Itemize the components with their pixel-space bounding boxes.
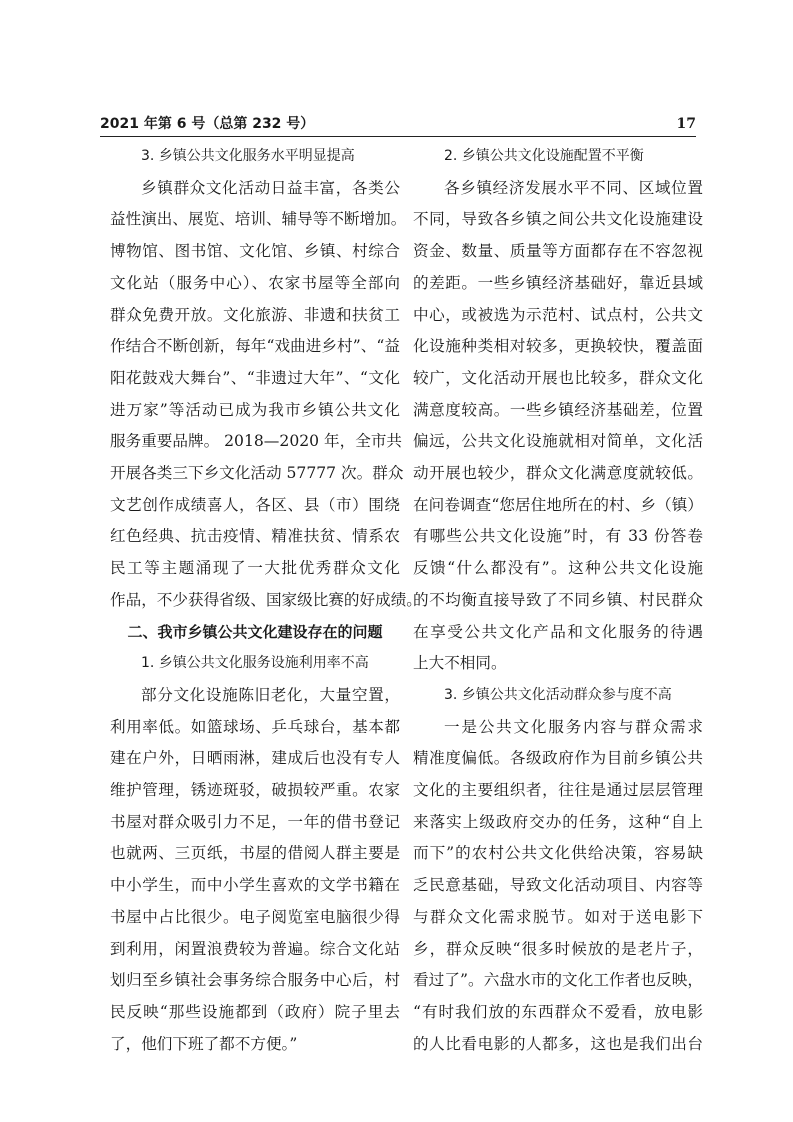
text-line: 偏远，公共文化设施就相对简单，文化活 bbox=[413, 432, 703, 451]
issue-label: 2021 年第 6 号（总第 232 号） bbox=[100, 116, 315, 132]
text-line: 阳花鼓戏大舞台”、“非遗过大年”、“文化 bbox=[110, 368, 400, 387]
right-column bbox=[413, 141, 703, 1060]
text-line: 中心，或被选为示范村、试点村，公共文 bbox=[413, 305, 703, 324]
text-line: 建在户外，日晒雨淋，建成后也没有专人 bbox=[110, 749, 400, 768]
text-line: 有哪些公共文化设施”时，有 33 份答卷 bbox=[413, 527, 703, 546]
text-line: 书屋对群众吸引力不足，一年的借书登记 bbox=[110, 812, 400, 831]
text-line: 益性演出、展览、培训、辅导等不断增加。 bbox=[110, 210, 407, 229]
text-line: 精准度偏低。各级政府作为目前乡镇公共 bbox=[413, 749, 703, 768]
text-line: 在问卷调查“您居住地所在的村、乡（镇） bbox=[413, 495, 703, 514]
text-line: 群众免费开放。文化旅游、非遗和扶贫工 bbox=[110, 305, 400, 324]
subsection-heading: 2. 乡镇公共文化设施配置不平衡 bbox=[444, 148, 644, 164]
text-line: 维护管理，锈迹斑驳，破损较严重。农家 bbox=[110, 781, 400, 800]
text-line: 也就两、三页纸，书屋的借阅人群主要是 bbox=[110, 844, 400, 863]
text-line: 各乡镇经济发展水平不同、区域位置 bbox=[444, 178, 703, 197]
text-line: 较广，文化活动开展也比较多，群众文化 bbox=[413, 368, 703, 387]
text-line: 了，他们下班了都不方便。” bbox=[110, 1034, 298, 1053]
text-line: 划归至乡镇社会事务综合服务中心后，村 bbox=[110, 971, 400, 990]
text-line: 文化站（服务中心）、农家书屋等全部向 bbox=[110, 273, 400, 292]
text-line: 利用率低。如篮球场、乒乓球台，基本都 bbox=[110, 717, 400, 736]
text-line: 服务重要品牌。 2018—2020 年，全市共 bbox=[110, 432, 403, 451]
left-column bbox=[110, 141, 422, 1060]
text-line: “有时我们放的东西群众不爱看，放电影 bbox=[413, 1002, 703, 1021]
text-line: 一是公共文化服务内容与群众需求 bbox=[444, 717, 703, 736]
subsection-heading: 1. 乡镇公共文化服务设施利用率不高 bbox=[141, 655, 369, 672]
text-line: 满意度较高。一些乡镇经济基础差，位置 bbox=[413, 400, 703, 419]
text-line: 民工等主题涌现了一大批优秀群众文化 bbox=[110, 559, 400, 578]
text-line: 上大不相同。 bbox=[413, 654, 507, 673]
text-line: 的不均衡直接导致了不同乡镇、村民群众 bbox=[413, 590, 703, 609]
page-number: 17 bbox=[676, 116, 696, 132]
text-line: 部分文化设施陈旧老化，大量空置， bbox=[141, 685, 400, 704]
text-line: 看过了”。六盘水市的文化工作者也反映， bbox=[413, 971, 703, 990]
text-line: 反馈“什么都没有”。这种公共文化设施 bbox=[413, 559, 703, 578]
text-line: 到利用，闲置浪费较为普遍。综合文化站 bbox=[110, 939, 400, 958]
text-line: 与群众文化需求脱节。如对于送电影下 bbox=[413, 907, 703, 926]
subsection-heading: 3. 乡镇公共文化活动群众参与度不高 bbox=[444, 686, 672, 703]
text-line: 文化的主要组织者，往往是通过层层管理 bbox=[413, 781, 703, 800]
text-line: 而下”的农村公共文化供给决策，容易缺 bbox=[413, 844, 703, 863]
subsection-heading: 3. 乡镇公共文化服务水平明显提高 bbox=[141, 148, 355, 164]
text-line: 文艺创作成绩喜人，各区、县（市）围绕 bbox=[110, 495, 400, 514]
text-line: 来落实上级政府交办的任务，这种“自上 bbox=[413, 812, 703, 831]
text-line: 的差距。一些乡镇经济基础好，靠近县域 bbox=[413, 273, 703, 292]
text-line: 进万家”等活动已成为我市乡镇公共文化 bbox=[110, 400, 400, 419]
text-line: 乏民意基础，导致文化活动项目、内容等 bbox=[413, 876, 703, 895]
page-header bbox=[100, 114, 696, 137]
text-line: 乡，群众反映“很多时候放的是老片子， bbox=[413, 939, 703, 958]
text-line: 资金、数量、质量等方面都存在不容忽视 bbox=[413, 242, 703, 261]
text-line: 作品，不少获得省级、国家级比赛的好成绩。 bbox=[110, 590, 422, 609]
section-heading: 二、我市乡镇公共文化建设存在的问题 bbox=[127, 622, 383, 641]
text-line: 作结合不断创新，每年“戏曲进乡村”、“益 bbox=[110, 337, 400, 356]
text-line: 化设施种类相对较多，更换较快，覆盖面 bbox=[413, 337, 703, 356]
text-line: 在享受公共文化产品和文化服务的待遇 bbox=[413, 622, 703, 641]
text-line: 红色经典、抗击疫情、精准扶贫、情系农 bbox=[110, 527, 400, 546]
text-line: 开展各类三下乡文化活动 57777 次。群众 bbox=[110, 464, 404, 483]
text-line: 民反映“那些设施都到（政府）院子里去 bbox=[110, 1002, 400, 1021]
text-line: 动开展也较少，群众文化满意度就较低。 bbox=[413, 464, 703, 483]
text-line: 乡镇群众文化活动日益丰富，各类公 bbox=[141, 178, 400, 197]
text-line: 不同，导致各乡镇之间公共文化设施建设 bbox=[413, 210, 703, 229]
text-line: 书屋中占比很少。电子阅览室电脑很少得 bbox=[110, 907, 400, 926]
text-line: 中小学生，而中小学生喜欢的文学书籍在 bbox=[110, 876, 400, 895]
text-line: 博物馆、图书馆、文化馆、乡镇、村综合 bbox=[110, 242, 400, 261]
text-line: 的人比看电影的人都多，这也是我们出台 bbox=[413, 1034, 703, 1053]
